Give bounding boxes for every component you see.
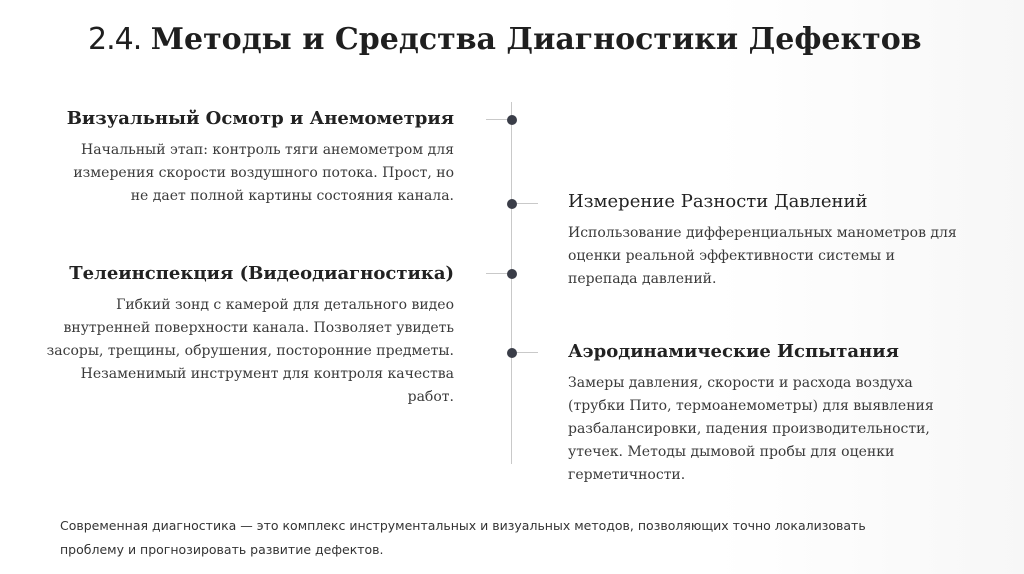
title-text: Методы и Средства Диагностики Дефектов: [150, 22, 922, 57]
item-description: Начальный этап: контроль тяги анемометром для измерения скорости воздушного потока. Прост, но не дает полной картины состояния канала.: [73, 142, 454, 204]
timeline-dot-1: [507, 115, 517, 125]
item-heading: Аэродинамические Испытания: [568, 341, 899, 362]
timeline-item-teleinspection: [44, 262, 454, 409]
item-heading: Визуальный Осмотр и Анемометрия: [66, 108, 454, 129]
timeline-item-aerodynamic-tests: [568, 340, 963, 487]
timeline-item-pressure-difference: [568, 190, 968, 291]
title-number: 2.4.: [88, 22, 142, 57]
item-heading: Телеинспекция (Видеодиагностика): [69, 263, 454, 284]
item-description: Гибкий зонд с камерой для детального видео внутренней поверхности канала. Позволяет увидеть засоры, трещины, обрушения, посторонние предметы. Незаменимый инструмент для контроля качества работ.: [46, 297, 454, 405]
timeline-line: [511, 102, 512, 464]
item-description: Использование дифференциальных манометров для оценки реальной эффективности системы и перепада давлений.: [568, 225, 957, 287]
item-description: Замеры давления, скорости и расхода воздуха (трубки Пито, термоанемометры) для выявления разбалансировки, падения производительности, утечек. Методы дымовой пробы для оценки герметичности.: [568, 375, 934, 483]
timeline-dot-2: [507, 199, 517, 209]
item-heading: Измерение Разности Давлений: [568, 191, 868, 212]
timeline-dot-3: [507, 269, 517, 279]
timeline-dot-4: [507, 348, 517, 358]
footer-note: Современная диагностика — это комплекс инструментальных и визуальных методов, позволяющих точно локализовать проблему и прогнозировать развитие дефектов.: [60, 518, 866, 557]
timeline-item-visual-inspection: [54, 107, 454, 208]
page-title: [88, 20, 922, 60]
